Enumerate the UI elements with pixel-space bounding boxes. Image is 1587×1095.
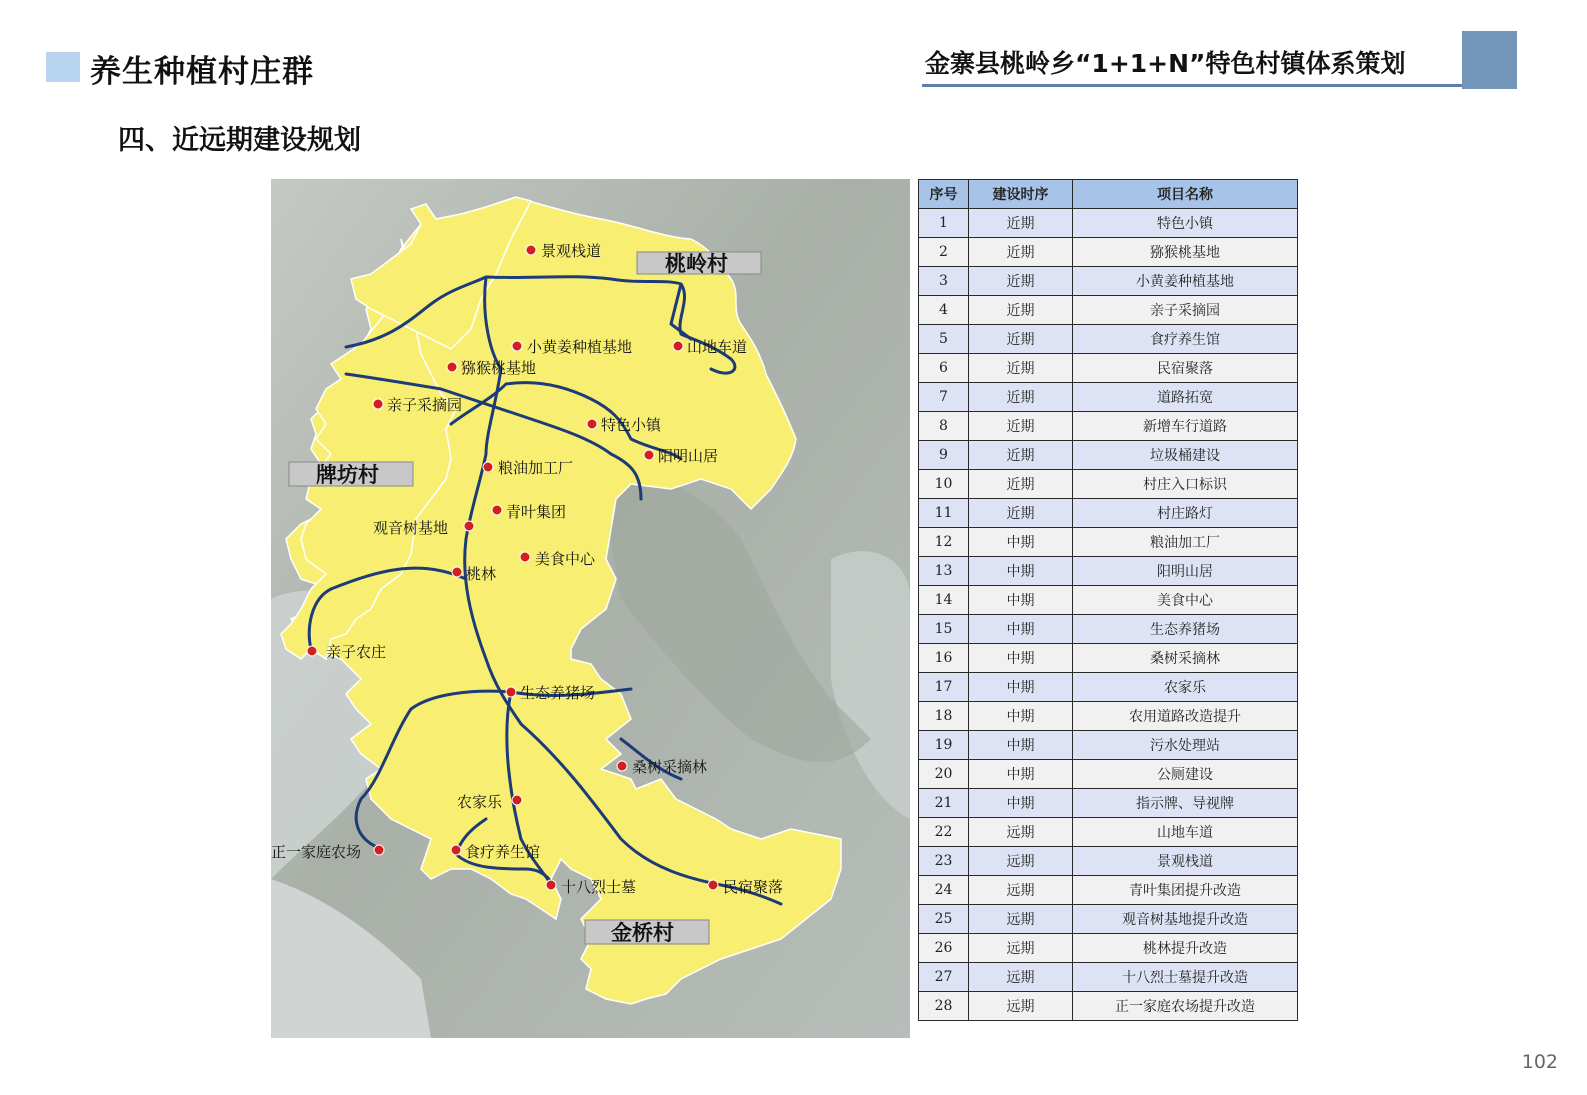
- poi-marker: [526, 245, 536, 255]
- cell-phase: 远期: [969, 847, 1073, 876]
- cell-phase: 近期: [969, 499, 1073, 528]
- table-header-row: [919, 180, 1298, 209]
- table-row: [919, 499, 1298, 528]
- poi-marker: [546, 880, 556, 890]
- project-title: 金寨县桃岭乡“1+1+N”特色村镇体系策划: [925, 49, 1406, 78]
- table-row: [919, 934, 1298, 963]
- header-index: 序号: [919, 180, 969, 209]
- cell-phase: 近期: [969, 238, 1073, 267]
- cell-phase: 中期: [969, 760, 1073, 789]
- cell-phase: 中期: [969, 557, 1073, 586]
- village-name: 金桥村: [611, 921, 674, 945]
- village-name: 牌坊村: [316, 463, 379, 487]
- poi-marker: [307, 646, 317, 656]
- poi-label: 农家乐: [457, 793, 503, 811]
- cell-phase: 中期: [969, 615, 1073, 644]
- cell-index: 11: [919, 499, 969, 528]
- poi-marker: [452, 567, 462, 577]
- table-row: [919, 702, 1298, 731]
- cell-project-name: 农家乐: [1073, 673, 1298, 702]
- cell-phase: 近期: [969, 325, 1073, 354]
- cell-phase: 远期: [969, 992, 1073, 1021]
- poi-marker: [617, 761, 627, 771]
- table-body: [919, 209, 1298, 1021]
- table-row: [919, 557, 1298, 586]
- cell-index: 1: [919, 209, 969, 238]
- cell-index: 18: [919, 702, 969, 731]
- poi-marker: [447, 362, 457, 372]
- cell-index: 6: [919, 354, 969, 383]
- village-plate-taoling: [637, 252, 761, 276]
- cell-index: 7: [919, 383, 969, 412]
- poi-label: 山地车道: [687, 338, 748, 356]
- poi-label: 粮油加工厂: [498, 459, 574, 477]
- header-project-name: 项目名称: [1073, 180, 1298, 209]
- cell-phase: 中期: [969, 586, 1073, 615]
- table-row: [919, 412, 1298, 441]
- cell-phase: 中期: [969, 673, 1073, 702]
- cell-index: 17: [919, 673, 969, 702]
- cell-project-name: 猕猴桃基地: [1073, 238, 1298, 267]
- village-plate-paifang: [289, 462, 413, 487]
- poi-label: 小黄姜种植基地: [527, 338, 633, 356]
- table-row: [919, 586, 1298, 615]
- poi-label: 生态养猪场: [520, 684, 596, 702]
- cell-phase: 中期: [969, 789, 1073, 818]
- cell-phase: 近期: [969, 470, 1073, 499]
- table-row: [919, 847, 1298, 876]
- poi-label: 桃林: [466, 565, 497, 583]
- cell-index: 15: [919, 615, 969, 644]
- cell-phase: 近期: [969, 209, 1073, 238]
- table-row: [919, 296, 1298, 325]
- table-row: [919, 905, 1298, 934]
- poi-label: 桑树采摘林: [632, 758, 708, 776]
- cell-project-name: 粮油加工厂: [1073, 528, 1298, 557]
- cell-phase: 中期: [969, 702, 1073, 731]
- table-row: [919, 789, 1298, 818]
- cell-index: 4: [919, 296, 969, 325]
- poi-label: 青叶集团: [506, 503, 567, 521]
- cell-project-name: 农用道路改造提升: [1073, 702, 1298, 731]
- construction-plan-table: [918, 179, 1298, 1021]
- cell-index: 27: [919, 963, 969, 992]
- poi-label: 阳明山居: [658, 447, 719, 465]
- cell-index: 2: [919, 238, 969, 267]
- poi-label: 猕猴桃基地: [461, 359, 537, 377]
- cell-project-name: 美食中心: [1073, 586, 1298, 615]
- cell-phase: 近期: [969, 267, 1073, 296]
- poi-label: 观音树基地: [373, 519, 449, 537]
- page-subtitle: 四、近远期建设规划: [118, 125, 361, 156]
- cell-project-name: 村庄路灯: [1073, 499, 1298, 528]
- table-row: [919, 325, 1298, 354]
- cell-project-name: 指示牌、导视牌: [1073, 789, 1298, 818]
- table-row: [919, 238, 1298, 267]
- cell-project-name: 正一家庭农场提升改造: [1073, 992, 1298, 1021]
- poi-label: 亲子农庄: [326, 643, 387, 661]
- poi-label: 民宿聚落: [723, 878, 784, 896]
- cell-index: 16: [919, 644, 969, 673]
- cell-index: 23: [919, 847, 969, 876]
- cell-index: 26: [919, 934, 969, 963]
- cell-project-name: 青叶集团提升改造: [1073, 876, 1298, 905]
- cell-phase: 近期: [969, 441, 1073, 470]
- poi-marker: [373, 399, 383, 409]
- cell-project-name: 特色小镇: [1073, 209, 1298, 238]
- table-row: [919, 731, 1298, 760]
- cell-project-name: 小黄姜种植基地: [1073, 267, 1298, 296]
- cell-index: 3: [919, 267, 969, 296]
- poi-marker: [483, 462, 493, 472]
- cell-project-name: 山地车道: [1073, 818, 1298, 847]
- table-row: [919, 383, 1298, 412]
- cell-index: 10: [919, 470, 969, 499]
- cell-phase: 近期: [969, 354, 1073, 383]
- poi-label: 特色小镇: [601, 416, 662, 434]
- poi-label: 十八烈士墓: [561, 878, 637, 896]
- poi-marker: [520, 552, 530, 562]
- header-phase: 建设时序: [969, 180, 1073, 209]
- cell-project-name: 公厕建设: [1073, 760, 1298, 789]
- cell-phase: 近期: [969, 296, 1073, 325]
- poi-marker: [644, 450, 654, 460]
- cell-phase: 远期: [969, 963, 1073, 992]
- poi-label: 亲子采摘园: [387, 396, 463, 414]
- cell-phase: 远期: [969, 876, 1073, 905]
- village-plate-jinqiao: [585, 920, 709, 945]
- cell-project-name: 十八烈士墓提升改造: [1073, 963, 1298, 992]
- cell-index: 22: [919, 818, 969, 847]
- poi-marker: [492, 505, 502, 515]
- cell-phase: 远期: [969, 905, 1073, 934]
- cell-phase: 中期: [969, 731, 1073, 760]
- title-underline: [922, 84, 1462, 87]
- table-row: [919, 760, 1298, 789]
- poi-marker: [374, 845, 384, 855]
- cell-project-name: 桑树采摘林: [1073, 644, 1298, 673]
- table-row: [919, 818, 1298, 847]
- cell-project-name: 亲子采摘园: [1073, 296, 1298, 325]
- poi-label: 美食中心: [535, 550, 596, 568]
- construction-plan-table-wrapper: [918, 179, 1298, 1021]
- poi-marker: [708, 880, 718, 890]
- cell-index: 21: [919, 789, 969, 818]
- cell-index: 20: [919, 760, 969, 789]
- table-row: [919, 992, 1298, 1021]
- table-row: [919, 354, 1298, 383]
- cell-index: 5: [919, 325, 969, 354]
- poi-marker: [512, 341, 522, 351]
- cell-index: 19: [919, 731, 969, 760]
- poi-label: 食疗养生馆: [465, 843, 541, 861]
- cell-project-name: 桃林提升改造: [1073, 934, 1298, 963]
- cell-project-name: 新增车行道路: [1073, 412, 1298, 441]
- cell-project-name: 垃圾桶建设: [1073, 441, 1298, 470]
- poi-marker: [673, 341, 683, 351]
- planning-map: [271, 179, 910, 1038]
- cell-project-name: 阳明山居: [1073, 557, 1298, 586]
- cell-index: 14: [919, 586, 969, 615]
- cell-index: 13: [919, 557, 969, 586]
- cell-index: 28: [919, 992, 969, 1021]
- cell-index: 9: [919, 441, 969, 470]
- table-row: [919, 267, 1298, 296]
- cell-index: 8: [919, 412, 969, 441]
- cell-project-name: 观音树基地提升改造: [1073, 905, 1298, 934]
- table-row: [919, 470, 1298, 499]
- poi-marker: [464, 521, 474, 531]
- table-row: [919, 528, 1298, 557]
- cell-project-name: 道路拓宽: [1073, 383, 1298, 412]
- cell-phase: 近期: [969, 412, 1073, 441]
- cell-project-name: 污水处理站: [1073, 731, 1298, 760]
- title-accent-square: [46, 52, 80, 82]
- table-row: [919, 644, 1298, 673]
- cell-index: 24: [919, 876, 969, 905]
- poi-marker: [506, 687, 516, 697]
- table-row: [919, 209, 1298, 238]
- poi-marker: [512, 795, 522, 805]
- page-number: 102: [1521, 1051, 1558, 1073]
- cell-phase: 远期: [969, 818, 1073, 847]
- table-row: [919, 615, 1298, 644]
- poi-label: 景观栈道: [541, 242, 602, 260]
- corner-accent-block: [1462, 31, 1517, 89]
- cell-project-name: 村庄入口标识: [1073, 470, 1298, 499]
- cell-index: 25: [919, 905, 969, 934]
- cell-phase: 近期: [969, 383, 1073, 412]
- table-row: [919, 441, 1298, 470]
- cell-phase: 远期: [969, 934, 1073, 963]
- table-row: [919, 876, 1298, 905]
- cell-project-name: 食疗养生馆: [1073, 325, 1298, 354]
- cell-phase: 中期: [969, 644, 1073, 673]
- village-name: 桃岭村: [665, 252, 728, 276]
- cell-project-name: 景观栈道: [1073, 847, 1298, 876]
- cell-index: 12: [919, 528, 969, 557]
- poi-label: 正一家庭农场: [271, 843, 362, 861]
- cell-phase: 中期: [969, 528, 1073, 557]
- table-row: [919, 963, 1298, 992]
- poi-marker: [451, 845, 461, 855]
- table-row: [919, 673, 1298, 702]
- cell-project-name: 生态养猪场: [1073, 615, 1298, 644]
- cell-project-name: 民宿聚落: [1073, 354, 1298, 383]
- section-title: 养生种植村庄群: [90, 54, 314, 90]
- poi-marker: [587, 419, 597, 429]
